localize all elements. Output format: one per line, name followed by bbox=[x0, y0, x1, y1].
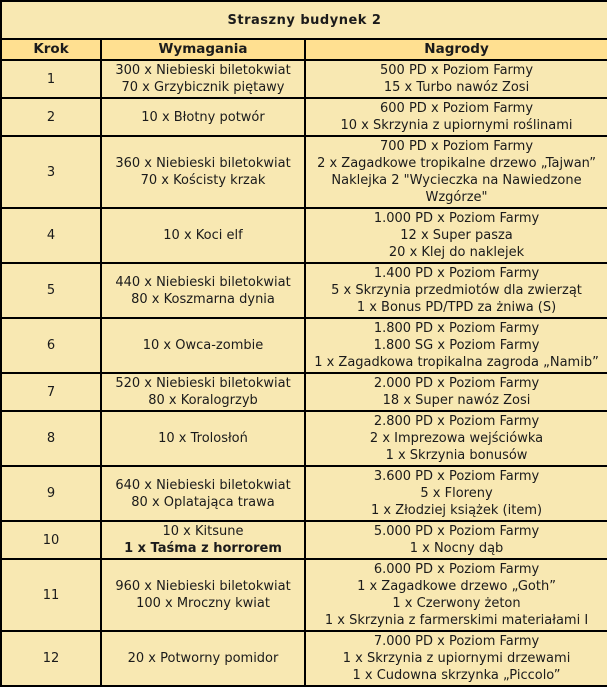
reward-line: 1 x Skrzynia bonusów bbox=[385, 448, 528, 463]
rewards-cell bbox=[305, 373, 607, 411]
reward-line: Naklejka 2 "Wycieczka na Nawiedzone Wzgórze" bbox=[331, 173, 582, 205]
reward-line: 10 x Skrzynia z upiornymi roślinami bbox=[340, 118, 573, 133]
rewards-cell bbox=[305, 318, 607, 373]
table-row bbox=[1, 373, 607, 411]
requirement-line: 10 x Kitsune bbox=[162, 524, 244, 539]
reward-line: 1 x Bonus PD/TPD za żniwa (S) bbox=[356, 300, 557, 315]
reward-line: 2 x Imprezowa wejściówka bbox=[369, 431, 544, 446]
step-number: 2 bbox=[1, 98, 101, 136]
requirements-cell bbox=[101, 136, 305, 208]
reward-line: 1 x Skrzynia z upiornymi drzewami bbox=[342, 651, 571, 666]
requirements-cell bbox=[101, 411, 305, 466]
table-row bbox=[1, 98, 607, 136]
requirement-line: 10 x Owca-zombie bbox=[142, 338, 264, 353]
reward-line: 600 PD x Poziom Farmy bbox=[380, 101, 534, 116]
reward-line: 2 x Zagadkowe tropikalne drzewo „Tajwan” bbox=[317, 156, 596, 171]
requirement-line: 300 x Niebieski biletokwiat bbox=[115, 63, 291, 78]
rewards-cell bbox=[305, 521, 607, 559]
requirement-line: 80 x Koralogrzyb bbox=[148, 393, 258, 408]
requirement-line: 10 x Błotny potwór bbox=[141, 109, 265, 125]
table-row bbox=[1, 208, 607, 263]
requirement-line: 360 x Niebieski biletokwiat bbox=[115, 156, 291, 171]
table-row bbox=[1, 60, 607, 98]
step-number: 8 bbox=[1, 411, 101, 466]
rewards-cell bbox=[305, 466, 607, 521]
requirements-cell bbox=[101, 208, 305, 263]
requirement-line: 520 x Niebieski biletokwiat bbox=[115, 376, 291, 391]
requirement-line: 70 x Grzybicznik piętawy bbox=[121, 80, 285, 95]
requirement-line: 20 x Potworny pomidor bbox=[127, 651, 279, 666]
reward-line: 3.600 PD x Poziom Farmy bbox=[373, 469, 540, 484]
requirement-line: 10 x Trolosłoń bbox=[158, 431, 248, 446]
step-number: 3 bbox=[1, 136, 101, 208]
reward-line: 18 x Super nawóz Zosi bbox=[382, 393, 531, 408]
table-row bbox=[1, 263, 607, 318]
reward-line: 2.800 PD x Poziom Farmy bbox=[373, 414, 540, 429]
requirement-line: 70 x Kościsty krzak bbox=[140, 173, 266, 188]
step-number: 6 bbox=[1, 318, 101, 373]
reward-line: 1 x Czerwony żeton bbox=[392, 596, 521, 611]
table-row bbox=[1, 559, 607, 631]
rewards-cell bbox=[305, 263, 607, 318]
header-row bbox=[1, 39, 607, 60]
table-row bbox=[1, 318, 607, 373]
requirement-line-bold: 1 x Taśma z horrorem bbox=[124, 541, 282, 556]
table-row bbox=[1, 521, 607, 559]
step-number: 12 bbox=[1, 631, 101, 686]
requirement-line: 80 x Koszmarna dynia bbox=[131, 291, 275, 307]
page-title: Straszny budynek 2 bbox=[1, 1, 607, 39]
rewards-cell bbox=[305, 631, 607, 686]
rewards-cell bbox=[305, 559, 607, 631]
reward-line: 500 PD x Poziom Farmy bbox=[380, 63, 534, 78]
requirements-cell bbox=[101, 466, 305, 521]
step-number: 10 bbox=[1, 521, 101, 559]
step-number: 7 bbox=[1, 373, 101, 411]
table-row bbox=[1, 411, 607, 466]
reward-line: 700 PD x Poziom Farmy bbox=[380, 139, 534, 154]
requirements-cell bbox=[101, 373, 305, 411]
requirement-line: 10 x Koci elf bbox=[163, 228, 243, 243]
reward-line: 5 x Floreny bbox=[420, 486, 493, 501]
reward-line: 1 x Zagadkowa tropikalna zagroda „Namib” bbox=[314, 355, 599, 370]
table-row bbox=[1, 136, 607, 208]
reward-line: 20 x Klej do naklejek bbox=[388, 245, 525, 260]
requirements-cell bbox=[101, 631, 305, 686]
requirements-cell bbox=[101, 263, 305, 318]
step-number: 5 bbox=[1, 263, 101, 318]
requirement-line: 640 x Niebieski biletokwiat bbox=[115, 477, 291, 493]
step-number: 11 bbox=[1, 559, 101, 631]
table-row bbox=[1, 631, 607, 686]
reward-line: 5.000 PD x Poziom Farmy bbox=[373, 524, 540, 539]
requirement-line: 440 x Niebieski biletokwiat bbox=[115, 274, 291, 290]
column-header-krok: Krok bbox=[1, 39, 101, 60]
reward-line: 1.800 SG x Poziom Farmy bbox=[373, 338, 540, 353]
reward-line: 15 x Turbo nawóz Zosi bbox=[383, 80, 530, 95]
step-number: 4 bbox=[1, 208, 101, 263]
reward-line: 6.000 PD x Poziom Farmy bbox=[373, 562, 540, 577]
reward-line: 5 x Skrzynia przedmiotów dla zwierząt bbox=[331, 283, 582, 298]
requirements-cell bbox=[101, 559, 305, 631]
requirement-line: 80 x Oplatająca trawa bbox=[131, 494, 275, 510]
reward-line: 1 x Skrzynia z farmerskimi materiałami I bbox=[324, 613, 589, 628]
requirements-cell bbox=[101, 521, 305, 559]
step-number: 9 bbox=[1, 466, 101, 521]
rewards-cell bbox=[305, 411, 607, 466]
rewards-cell bbox=[305, 208, 607, 263]
requirements-cell bbox=[101, 98, 305, 136]
table-row bbox=[1, 466, 607, 521]
reward-line: 1 x Zagadkowe drzewo „Goth” bbox=[357, 579, 556, 594]
column-header-wymagania: Wymagania bbox=[101, 39, 305, 60]
reward-line: 7.000 PD x Poziom Farmy bbox=[373, 634, 540, 649]
rewards-cell bbox=[305, 60, 607, 98]
column-header-nagrody: Nagrody bbox=[305, 39, 607, 60]
requirements-cell bbox=[101, 60, 305, 98]
reward-line: 1 x Cudowna skrzynka „Piccolo” bbox=[352, 668, 561, 683]
title-row bbox=[1, 1, 607, 39]
reward-line: 1.400 PD x Poziom Farmy bbox=[373, 266, 540, 281]
reward-line: 12 x Super pasza bbox=[400, 228, 513, 243]
step-number: 1 bbox=[1, 60, 101, 98]
reward-line: 1 x Nocny dąb bbox=[409, 541, 504, 556]
rewards-cell bbox=[305, 98, 607, 136]
reward-line: 2.000 PD x Poziom Farmy bbox=[373, 376, 540, 391]
requirement-line: 960 x Niebieski biletokwiat bbox=[115, 579, 291, 594]
rewards-cell bbox=[305, 136, 607, 208]
reward-line: 1 x Złodziej książek (item) bbox=[370, 503, 543, 518]
reward-line: 1.800 PD x Poziom Farmy bbox=[373, 321, 540, 336]
requirement-line: 100 x Mroczny kwiat bbox=[136, 596, 270, 611]
reward-line: 1.000 PD x Poziom Farmy bbox=[373, 211, 540, 226]
requirements-cell bbox=[101, 318, 305, 373]
